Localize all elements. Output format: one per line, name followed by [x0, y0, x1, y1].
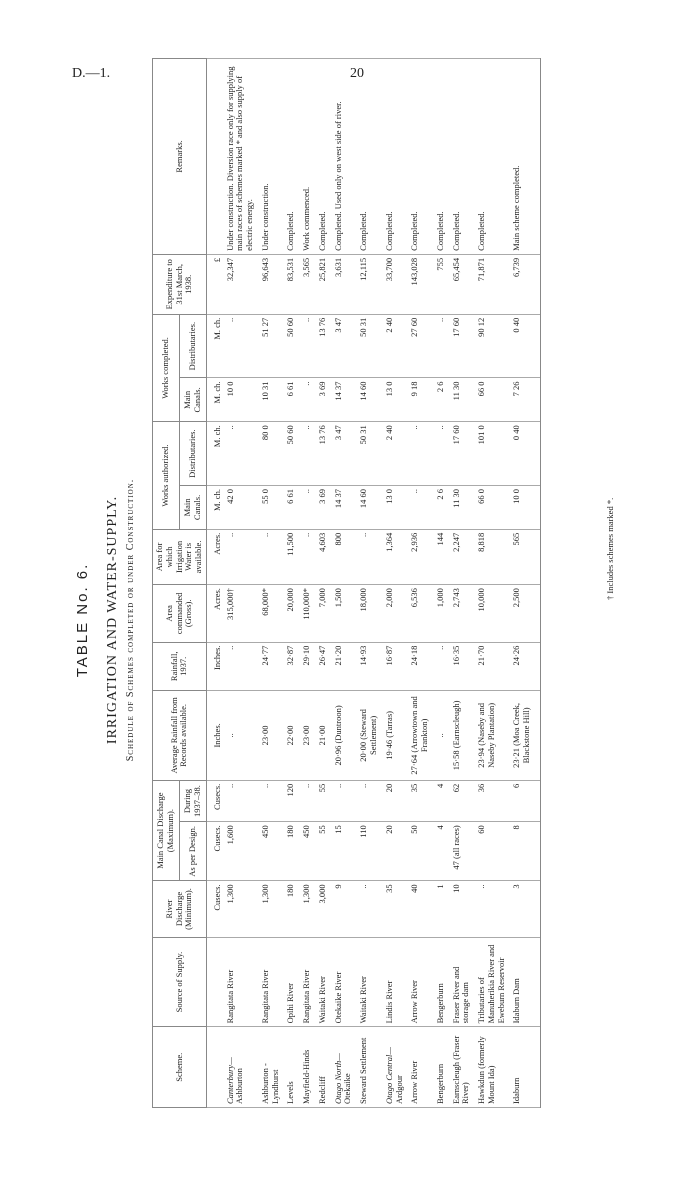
- design-discharge-cell: 47 (all races): [449, 822, 475, 881]
- authorized-distributaries-cell: 13 76: [315, 422, 331, 486]
- completed-distributaries-cell: 90 12: [474, 314, 509, 378]
- authorized-distributaries-cell: ..: [407, 422, 433, 486]
- rotated-table-page: [30, 20, 670, 1120]
- expenditure-cell: 143,028: [407, 254, 433, 314]
- table-body: [206, 59, 540, 1108]
- area-water-available-cell: 11,500: [283, 529, 299, 584]
- area-commanded-cell: 1,000: [433, 585, 449, 643]
- header-main-canal-discharge: Main Canal Discharge (Maximum).: [153, 780, 180, 881]
- source-of-supply-cell: Rangitata River: [223, 937, 258, 1027]
- scheme-cell: [509, 1027, 540, 1108]
- rainfall-1937-cell: 21·70: [474, 642, 509, 690]
- discharge-during-cell: 120: [283, 780, 299, 821]
- rainfall-1937-cell: 26·47: [315, 642, 331, 690]
- header-area-water-available: Area for which Irrigation Water is available.: [153, 529, 207, 584]
- expenditure-cell: 65,454: [449, 254, 475, 314]
- area-water-available-cell: ..: [356, 529, 382, 584]
- completed-main-canals-cell: 11 30: [449, 378, 475, 422]
- header-average-rainfall: Average Rainfall from Records available.: [153, 690, 207, 780]
- area-commanded-cell: 110,000*: [299, 585, 315, 643]
- expenditure-cell: 3,631: [331, 254, 357, 314]
- design-discharge-cell: 50: [407, 822, 433, 881]
- design-discharge-cell: 4: [433, 822, 449, 881]
- table-row: [433, 59, 449, 1108]
- rainfall-1937-cell: ..: [433, 642, 449, 690]
- unit-label: M. ch.: [206, 422, 222, 486]
- area-water-available-cell: 4,603: [315, 529, 331, 584]
- authorized-distributaries-cell: 2 40: [382, 422, 408, 486]
- completed-main-canals-cell: 7 26: [509, 378, 540, 422]
- table-row: [407, 59, 433, 1108]
- river-discharge-cell: 180: [283, 881, 299, 937]
- design-discharge-cell: 60: [474, 822, 509, 881]
- source-of-supply-cell: Fraser River and storage dam: [449, 937, 475, 1027]
- average-rainfall-cell: ..: [223, 690, 258, 780]
- completed-main-canals-cell: 10 0: [223, 378, 258, 422]
- completed-main-canals-cell: 66 0: [474, 378, 509, 422]
- table-row: [258, 59, 284, 1108]
- remarks-cell: Completed.: [449, 59, 475, 255]
- header-source: Source of Supply.: [153, 937, 207, 1027]
- authorized-main-canals-cell: ..: [407, 486, 433, 530]
- completed-main-canals-cell: 13 0: [382, 378, 408, 422]
- area-commanded-cell: 18,000: [356, 585, 382, 643]
- region-label: Canterbury—: [224, 1057, 235, 1104]
- average-rainfall-cell: 27·64 (Arrowtown and Frankton): [407, 690, 433, 780]
- source-of-supply-cell: Otekaike River: [331, 937, 357, 1027]
- completed-distributaries-cell: 0 40: [509, 314, 540, 378]
- area-water-available-cell: 2,247: [449, 529, 475, 584]
- completed-distributaries-cell: 17 60: [449, 314, 475, 378]
- authorized-main-canals-cell: 10 0: [509, 486, 540, 530]
- rainfall-1937-cell: ..: [223, 642, 258, 690]
- scheme-name: Arrow River: [409, 1060, 420, 1104]
- scheme-name: Steward Settlement: [358, 1037, 369, 1104]
- rainfall-1937-cell: 29·10: [299, 642, 315, 690]
- area-water-available-cell: 144: [433, 529, 449, 584]
- remarks-cell: Completed.: [283, 59, 299, 255]
- table-row: [315, 59, 331, 1108]
- expenditure-cell: 12,115: [356, 254, 382, 314]
- scheme-name: Ashburton - Lyndhurst: [259, 1063, 280, 1104]
- completed-main-canals-cell: ..: [299, 378, 315, 422]
- unit-label: Cusecs.: [206, 822, 222, 881]
- header-remarks: Remarks.: [153, 59, 207, 255]
- scheme-cell: [356, 1027, 382, 1108]
- average-rainfall-cell: 20·00 (Steward Settlement): [356, 690, 382, 780]
- completed-distributaries-cell: 50 60: [283, 314, 299, 378]
- unit-label: Acres.: [206, 529, 222, 584]
- scheme-cell: [299, 1027, 315, 1108]
- section-title: Schedule of Schemes completed or under Construction.: [125, 478, 136, 762]
- unit-label: Acres.: [206, 585, 222, 643]
- scheme-name: Otekaike: [342, 1073, 353, 1104]
- river-discharge-cell: ..: [474, 881, 509, 937]
- unit-label: M. ch.: [206, 378, 222, 422]
- discharge-during-cell: 35: [407, 780, 433, 821]
- source-of-supply-cell: Waitaki River: [356, 937, 382, 1027]
- completed-main-canals-cell: 9 18: [407, 378, 433, 422]
- scheme-name: Ardgour: [393, 1075, 404, 1104]
- scheme-cell: [315, 1027, 331, 1108]
- discharge-during-cell: ..: [299, 780, 315, 821]
- completed-distributaries-cell: ..: [299, 314, 315, 378]
- river-discharge-cell: 40: [407, 881, 433, 937]
- area-water-available-cell: ..: [258, 529, 284, 584]
- area-water-available-cell: 2,936: [407, 529, 433, 584]
- remarks-cell: Under construction. Diversion race only for supplying main races of schemes marked * and also supply of electric energy.: [223, 59, 258, 255]
- area-commanded-cell: 6,536: [407, 585, 433, 643]
- rainfall-1937-cell: 24·18: [407, 642, 433, 690]
- rainfall-1937-cell: 21·20: [331, 642, 357, 690]
- discharge-during-cell: ..: [258, 780, 284, 821]
- completed-distributaries-cell: 27 60: [407, 314, 433, 378]
- authorized-distributaries-cell: 17 60: [449, 422, 475, 486]
- area-commanded-cell: 10,000: [474, 585, 509, 643]
- completed-main-canals-cell: 14 60: [356, 378, 382, 422]
- scheme-cell: [433, 1027, 449, 1108]
- river-discharge-cell: ..: [356, 881, 382, 937]
- completed-distributaries-cell: ..: [223, 314, 258, 378]
- unit-label: Cusecs.: [206, 881, 222, 937]
- authorized-main-canals-cell: 42 0: [223, 486, 258, 530]
- header-as-per-design: As per Design.: [179, 822, 206, 881]
- area-water-available-cell: 1,364: [382, 529, 408, 584]
- table-row: [331, 59, 357, 1108]
- expenditure-cell: 755: [433, 254, 449, 314]
- area-commanded-cell: 2,743: [449, 585, 475, 643]
- average-rainfall-cell: ..: [433, 690, 449, 780]
- unit-label: Inches.: [206, 690, 222, 780]
- remarks-cell: Work commenced.: [299, 59, 315, 255]
- completed-distributaries-cell: 50 31: [356, 314, 382, 378]
- authorized-distributaries-cell: 80 0: [258, 422, 284, 486]
- expenditure-cell: 96,643: [258, 254, 284, 314]
- scheme-name: Earnscleugh (Fraser River): [450, 1035, 471, 1104]
- design-discharge-cell: 450: [258, 822, 284, 881]
- authorized-main-canals-cell: 66 0: [474, 486, 509, 530]
- discharge-during-cell: ..: [356, 780, 382, 821]
- source-of-supply-cell: Bengerburn: [433, 937, 449, 1027]
- header-area-commanded: Area commanded (Gross).: [153, 585, 207, 643]
- completed-main-canals-cell: 6 61: [283, 378, 299, 422]
- remarks-cell: Main scheme completed.: [509, 59, 540, 255]
- area-commanded-cell: 1,500: [331, 585, 357, 643]
- remarks-cell: Completed.: [474, 59, 509, 255]
- authorized-main-canals-cell: 2 6: [433, 486, 449, 530]
- header-scheme: Scheme.: [153, 1027, 207, 1108]
- area-water-available-cell: ..: [299, 529, 315, 584]
- discharge-during-cell: 36: [474, 780, 509, 821]
- discharge-during-cell: 55: [315, 780, 331, 821]
- header-works-authorized: Works authorized.: [153, 422, 180, 530]
- unit-label: M. ch.: [206, 486, 222, 530]
- source-of-supply-cell: Waitaki River: [315, 937, 331, 1027]
- rainfall-1937-cell: 16·87: [382, 642, 408, 690]
- expenditure-cell: 32,347: [223, 254, 258, 314]
- discharge-during-cell: ..: [331, 780, 357, 821]
- area-commanded-cell: 2,000: [382, 585, 408, 643]
- region-label: Otago Central—: [383, 1047, 394, 1104]
- scheme-cell: [474, 1027, 509, 1108]
- expenditure-cell: 25,821: [315, 254, 331, 314]
- source-of-supply-cell: Idaburn Dam: [509, 937, 540, 1027]
- units-row: [206, 59, 222, 1108]
- page-number: 20: [350, 66, 364, 81]
- irrigation-schedule-table: [152, 58, 541, 1108]
- area-water-available-cell: 565: [509, 529, 540, 584]
- table-subtitle: IRRIGATION AND WATER-SUPPLY.: [105, 495, 120, 745]
- authorized-distributaries-cell: 101 0: [474, 422, 509, 486]
- header-during-1937-38: During 1937–38.: [179, 780, 206, 821]
- river-discharge-cell: 1: [433, 881, 449, 937]
- discharge-during-cell: ..: [223, 780, 258, 821]
- completed-main-canals-cell: 10 31: [258, 378, 284, 422]
- authorized-distributaries-cell: 50 31: [356, 422, 382, 486]
- design-discharge-cell: 1,600: [223, 822, 258, 881]
- average-rainfall-cell: 23·21 (Moa Creek, Blackstone Hill): [509, 690, 540, 780]
- table-row: [509, 59, 540, 1108]
- scheme-name: Ashburton: [234, 1068, 245, 1104]
- design-discharge-cell: 15: [331, 822, 357, 881]
- footnote: † Includes schemes marked *.: [605, 497, 615, 600]
- rainfall-1937-cell: 16·35: [449, 642, 475, 690]
- unit-label: M. ch.: [206, 314, 222, 378]
- source-of-supply-cell: Opihi River: [283, 937, 299, 1027]
- authorized-main-canals-cell: 11 30: [449, 486, 475, 530]
- scheme-name: Hawkdun (formerly Mount Ida): [476, 1036, 496, 1104]
- area-water-available-cell: 8,818: [474, 529, 509, 584]
- header-expenditure: Expenditure to 31st March, 1938.: [153, 254, 207, 314]
- completed-main-canals-cell: 3 69: [315, 378, 331, 422]
- design-discharge-cell: 110: [356, 822, 382, 881]
- river-discharge-cell: 3: [509, 881, 540, 937]
- remarks-cell: Completed.: [315, 59, 331, 255]
- authorized-main-canals-cell: ..: [299, 486, 315, 530]
- source-of-supply-cell: Rangitata River: [299, 937, 315, 1027]
- source-of-supply-cell: Arrow River: [407, 937, 433, 1027]
- expenditure-cell: 33,700: [382, 254, 408, 314]
- remarks-cell: Under construction.: [258, 59, 284, 255]
- average-rainfall-cell: 20·96 (Duntroon): [331, 690, 357, 780]
- header-completed-distributaries: Distributaries.: [179, 314, 206, 378]
- design-discharge-cell: 450: [299, 822, 315, 881]
- authorized-main-canals-cell: 55 0: [258, 486, 284, 530]
- table-row: [449, 59, 475, 1108]
- title-block: [74, 120, 136, 1120]
- completed-distributaries-cell: ..: [433, 314, 449, 378]
- average-rainfall-cell: 23·00: [299, 690, 315, 780]
- table-row: [223, 59, 258, 1108]
- header-completed-main-canals: Main Canals.: [179, 378, 206, 422]
- river-discharge-cell: 35: [382, 881, 408, 937]
- completed-distributaries-cell: 2 40: [382, 314, 408, 378]
- authorized-main-canals-cell: 13 0: [382, 486, 408, 530]
- remarks-cell: Completed. Used only on west side of river.: [331, 59, 357, 255]
- header-works-completed: Works completed.: [153, 314, 180, 422]
- completed-distributaries-cell: 51 27: [258, 314, 284, 378]
- average-rainfall-cell: 21·00: [315, 690, 331, 780]
- source-of-supply-cell: Rangitata River: [258, 937, 284, 1027]
- authorized-main-canals-cell: 14 37: [331, 486, 357, 530]
- rainfall-1937-cell: 24·77: [258, 642, 284, 690]
- river-discharge-cell: 1,300: [223, 881, 258, 937]
- expenditure-cell: 3,565: [299, 254, 315, 314]
- table-row: [474, 59, 509, 1108]
- design-discharge-cell: 55: [315, 822, 331, 881]
- authorized-main-canals-cell: 6 61: [283, 486, 299, 530]
- river-discharge-cell: 3,000: [315, 881, 331, 937]
- table-title: TABLE No. 6.: [74, 562, 91, 678]
- table-row: [283, 59, 299, 1108]
- header-authorized-distributaries: Distributaries.: [179, 422, 206, 486]
- scheme-cell: [382, 1027, 408, 1108]
- average-rainfall-cell: 23·94 (Naseby and Naseby Plantation): [474, 690, 509, 780]
- scheme-name: Idaburn: [511, 1077, 522, 1104]
- authorized-distributaries-cell: 50 60: [283, 422, 299, 486]
- unit-label: £: [206, 254, 222, 314]
- design-discharge-cell: 180: [283, 822, 299, 881]
- scheme-name: Mayfield-Hinds: [301, 1049, 312, 1104]
- header-rainfall-1937: Rainfall, 1937.: [153, 642, 207, 690]
- region-label: Otago North—: [332, 1053, 343, 1104]
- scheme-cell: [331, 1027, 357, 1108]
- area-commanded-cell: 20,000: [283, 585, 299, 643]
- scheme-cell: [449, 1027, 475, 1108]
- average-rainfall-cell: 22·00: [283, 690, 299, 780]
- header-authorized-main-canals: Main Canals.: [179, 486, 206, 530]
- authorized-distributaries-cell: ..: [299, 422, 315, 486]
- source-of-supply-cell: Lindis River: [382, 937, 408, 1027]
- scheme-name: Redcliff: [316, 1076, 327, 1104]
- completed-main-canals-cell: 2 6: [433, 378, 449, 422]
- discharge-during-cell: 4: [433, 780, 449, 821]
- authorized-distributaries-cell: ..: [433, 422, 449, 486]
- design-discharge-cell: 8: [509, 822, 540, 881]
- remarks-cell: Completed.: [433, 59, 449, 255]
- river-discharge-cell: 9: [331, 881, 357, 937]
- discharge-during-cell: 20: [382, 780, 408, 821]
- area-commanded-cell: 7,000: [315, 585, 331, 643]
- scheme-cell: [258, 1027, 284, 1108]
- river-discharge-cell: 1,300: [299, 881, 315, 937]
- river-discharge-cell: 10: [449, 881, 475, 937]
- remarks-cell: Completed.: [356, 59, 382, 255]
- expenditure-cell: 83,531: [283, 254, 299, 314]
- authorized-distributaries-cell: 0 40: [509, 422, 540, 486]
- table-row: [356, 59, 382, 1108]
- header-river-discharge: River Discharge (Minimum).: [153, 881, 207, 937]
- area-commanded-cell: 68,000*: [258, 585, 284, 643]
- remarks-cell: Completed.: [382, 59, 408, 255]
- completed-distributaries-cell: 13 76: [315, 314, 331, 378]
- area-commanded-cell: 2,500: [509, 585, 540, 643]
- expenditure-cell: 6,739: [509, 254, 540, 314]
- scheme-name: Bengerburn: [434, 1063, 445, 1104]
- authorized-main-canals-cell: 3 69: [315, 486, 331, 530]
- average-rainfall-cell: 15·58 (Earnscleugh): [449, 690, 475, 780]
- expenditure-cell: 71,871: [474, 254, 509, 314]
- completed-distributaries-cell: 3 47: [331, 314, 357, 378]
- scheme-cell: [283, 1027, 299, 1108]
- completed-main-canals-cell: 14 37: [331, 378, 357, 422]
- area-water-available-cell: ..: [223, 529, 258, 584]
- rainfall-1937-cell: 14·93: [356, 642, 382, 690]
- scheme-cell: [407, 1027, 433, 1108]
- area-water-available-cell: 800: [331, 529, 357, 584]
- unit-label: Cusecs.: [206, 780, 222, 821]
- average-rainfall-cell: 19·46 (Tarras): [382, 690, 408, 780]
- scheme-name: Levels: [285, 1081, 296, 1104]
- table-row: [382, 59, 408, 1108]
- source-of-supply-cell: Tributaries of Manuherikia River and Eweburn Reservoir: [474, 937, 509, 1027]
- table-row: [299, 59, 315, 1108]
- remarks-cell: Completed.: [407, 59, 433, 255]
- unit-label: Inches.: [206, 642, 222, 690]
- authorized-main-canals-cell: 14 60: [356, 486, 382, 530]
- authorized-distributaries-cell: ..: [223, 422, 258, 486]
- rainfall-1937-cell: 24·26: [509, 642, 540, 690]
- average-rainfall-cell: 23·00: [258, 690, 284, 780]
- scheme-cell: [223, 1027, 258, 1108]
- rainfall-1937-cell: 32·87: [283, 642, 299, 690]
- discharge-during-cell: 62: [449, 780, 475, 821]
- page-reference: D.—1.: [72, 66, 111, 81]
- authorized-distributaries-cell: 3 47: [331, 422, 357, 486]
- discharge-during-cell: 6: [509, 780, 540, 821]
- river-discharge-cell: 1,300: [258, 881, 284, 937]
- area-commanded-cell: 315,000†: [223, 585, 258, 643]
- design-discharge-cell: 20: [382, 822, 408, 881]
